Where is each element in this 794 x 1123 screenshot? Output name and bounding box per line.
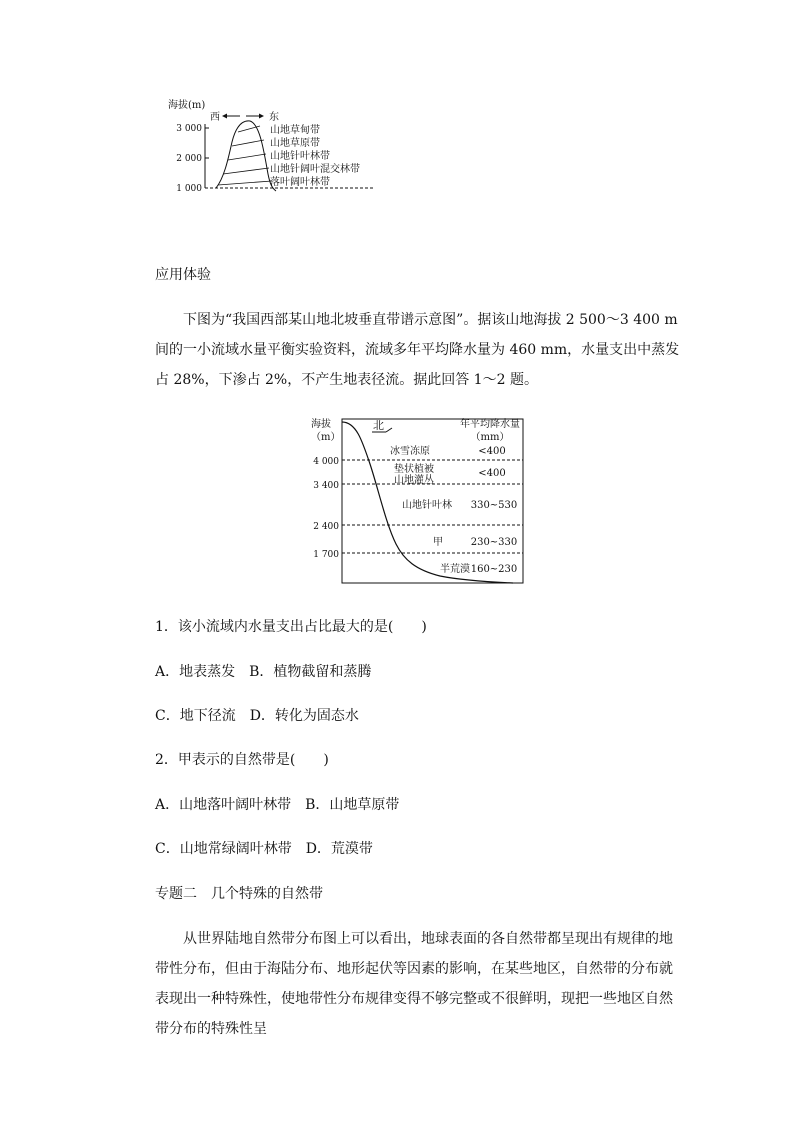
fig2-zone-conifer: 山地针叶林 [402, 500, 452, 511]
fig2-tick-4000: 4 000 [313, 457, 339, 467]
topic-2-paragraph: 从世界陆地自然带分布图上可以看出，地球表面的各自然带都呈现出有规律的地带性分布，但由于海陆分布、地形起伏等因素的影响，在某些地区，自然带的分布就表现出一种特殊性，使地带性分布规律变得不够完整或不很鲜明，现把一些地区自然带分布的特殊性呈 [155, 931, 673, 1037]
fig2-zone-tundra-precip: <400 [478, 446, 506, 457]
fig2-zone-tundra: 冰雪冻原 [390, 446, 430, 457]
vertical-zonation-figure-1 [160, 96, 380, 200]
fig2-tick-1700: 1 700 [313, 550, 339, 560]
fig1-tick-label-3000: 3 000 [176, 124, 202, 134]
intro-paragraph: 下图为“我国西部某山地北坡垂直带谱示意图”。据该山地海拔 2 500～3 400 m 间的一小流域水量平衡实验资料，流域多年平均降水量为 460 mm，水量支出中蒸发占 28%，下渗占 2%，不产生地表径流。据此回答 1～2 题。 [155, 312, 680, 388]
question-1-options-cd: C．地下径流 D．转化为固态水 [155, 708, 359, 724]
fig1-dir-east: 东 [269, 112, 279, 123]
fig2-zone-shrub-line2: 山地灌丛 [394, 475, 434, 486]
fig1-band-line-2 [232, 140, 264, 146]
fig1-band-label-meadow: 山地草甸带 [270, 125, 320, 136]
fig1-tick-label-2000: 2 000 [176, 154, 202, 164]
fig2-y-unit: （m） [311, 432, 341, 443]
fig2-zone-jia: 甲 [433, 537, 443, 548]
fig1-band-label-deciduous: 落叶阔叶林带 [270, 177, 330, 188]
fig2-precip-unit: （mm） [470, 432, 510, 443]
fig1-band-label-conifer: 山地针叶林带 [270, 151, 330, 162]
fig2-tick-2400: 2 400 [313, 522, 339, 532]
question-2-options-cd: C．山地常绿阔叶林带 D．荒漠带 [155, 841, 373, 857]
fig1-band-line-5 [218, 181, 272, 185]
fig1-band-line-3 [228, 154, 266, 160]
fig1-tick-label-1000: 1 000 [176, 184, 202, 194]
fig1-arrowhead-west [222, 114, 227, 119]
fig2-zone-shrub-line1: 垫状植被 [394, 464, 434, 475]
fig2-zone-jia-precip: 230~330 [470, 537, 518, 548]
section-title: 应用体验 [155, 267, 211, 283]
fig2-direction-label: 北 [373, 419, 384, 432]
fig2-zone-semidesert-precip: 160~230 [470, 564, 518, 575]
topic-2-title: 专题二 几个特殊的自然带 [155, 886, 323, 902]
fig1-dir-west: 西 [210, 112, 220, 123]
fig2-zone-conifer-precip: 330~530 [470, 500, 518, 511]
question-1-options-ab: A．地表蒸发 B．植物截留和蒸腾 [155, 664, 372, 680]
fig2-direction-tick [386, 428, 392, 432]
question-2-stem: 2．甲表示的自然带是( ) [155, 752, 329, 768]
fig1-y-axis-label: 海拔(m) [168, 100, 206, 111]
fig2-zone-semidesert: 半荒漠 [440, 564, 470, 575]
fig1-band-label-steppe: 山地草原带 [270, 138, 320, 149]
fig2-y-label: 海拔 [311, 419, 331, 430]
vertical-zonation-figure-2 [300, 414, 540, 588]
fig1-arrowhead-east [259, 114, 264, 119]
fig2-zone-shrub-precip: <400 [478, 468, 506, 479]
fig1-mountain-outline [216, 121, 276, 191]
question-2-options-ab: A．山地落叶阔叶林带 B．山地草原带 [155, 797, 400, 813]
fig1-band-label-mixed: 山地针阔叶混交林带 [270, 164, 360, 175]
fig2-tick-3400: 3 400 [313, 481, 339, 491]
question-1-stem: 1．该小流域内水量支出占比最大的是( ) [155, 619, 427, 635]
fig1-band-line-4 [223, 168, 269, 174]
fig2-precip-header: 年平均降水量 [460, 419, 520, 430]
